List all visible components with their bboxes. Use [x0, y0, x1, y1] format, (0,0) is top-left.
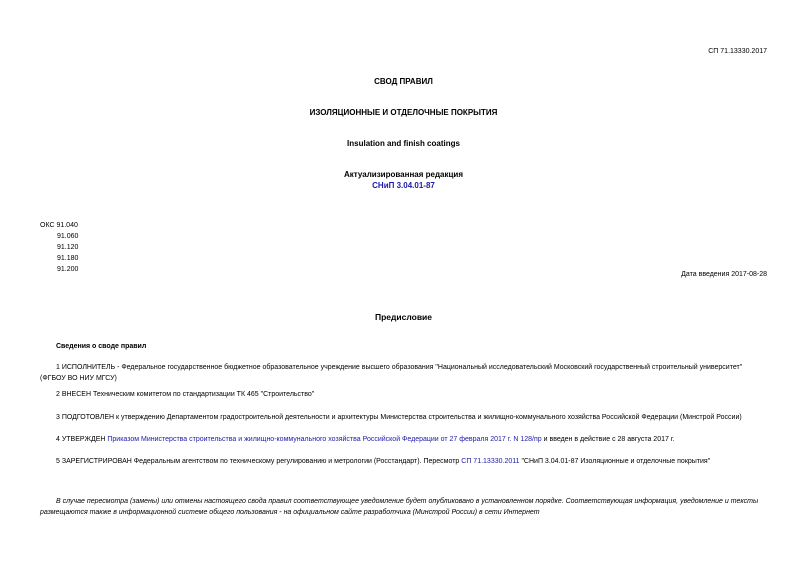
sp-2011-link[interactable]: СП 71.13330.2011 [461, 458, 520, 465]
registered-suffix: "СНиП 3.04.01-87 Изоляционные и отделочные покрытия" [519, 458, 711, 465]
info-heading: Сведения о своде правил [56, 343, 147, 350]
ministry-order-link[interactable]: Приказом Министерства строительства и жилищно-коммунального хозяйства Российской Федерации от 27 февраля 2017 г. N 128/пр [107, 436, 542, 443]
registered-prefix: 5 ЗАРЕГИСТРИРОВАН Федеральным агентством по техническому регулированию и метрологии (Росстандарт). Пересмотр [56, 458, 462, 465]
oks-code: 91.120 [57, 244, 79, 251]
paragraph-executor: 1 ИСПОЛНИТЕЛЬ - Федеральное государственное бюджетное образовательное учреждение высшего образования "Национальный исследовательский Московский государственный строительный университет" (ФГБОУ ВО НИУ МГСУ) [40, 364, 743, 382]
oks-codes [40, 220, 78, 275]
revision-notice: В случае пересмотра (замены) или отмены настоящего свода правил соответствующее уведомление будет опубликовано в установленном порядке. Соответствующая информация, уведомление и тексты размещаются также в информационной системе общего пользования - на официальном сайте разработчика (Минстрой России) в сети Интернет [40, 498, 759, 516]
oks-code: 91.060 [57, 233, 79, 240]
paragraph-approved [40, 434, 767, 445]
document-subject-title: ИЗОЛЯЦИОННЫЕ И ОТДЕЛОЧНЫЕ ПОКРЫТИЯ [309, 108, 498, 117]
paragraph-prepared: 3 ПОДГОТОВЛЕН к утверждению Департаментом градостроительной деятельности и архитектуры Министерства строительства и жилищно-коммунального хозяйства Российской Федерации (Минстрой России) [56, 414, 742, 421]
approved-prefix: 4 УТВЕРЖДЕН [56, 436, 108, 443]
english-title: Insulation and finish coatings [347, 139, 460, 148]
edition-label: Актуализированная редакция [344, 170, 463, 179]
oks-code: ОКС 91.040 [40, 222, 78, 229]
paragraph-registered [40, 456, 767, 467]
introduction-date: Дата введения 2017-08-28 [681, 271, 767, 278]
oks-code: 91.180 [57, 255, 79, 262]
preface-heading: Предисловие [374, 312, 433, 322]
approved-suffix: и введен в действие с 28 августа 2017 г. [541, 436, 675, 443]
document-code: СП 71.13330.2017 [708, 48, 767, 55]
document-type-title: СВОД ПРАВИЛ [374, 77, 433, 86]
snip-reference-link[interactable]: СНиП 3.04.01-87 [372, 181, 435, 190]
paragraph-introduced: 2 ВНЕСЕН Техническим комитетом по стандартизации ТК 465 "Строительство" [56, 391, 315, 398]
oks-code: 91.200 [57, 266, 79, 273]
